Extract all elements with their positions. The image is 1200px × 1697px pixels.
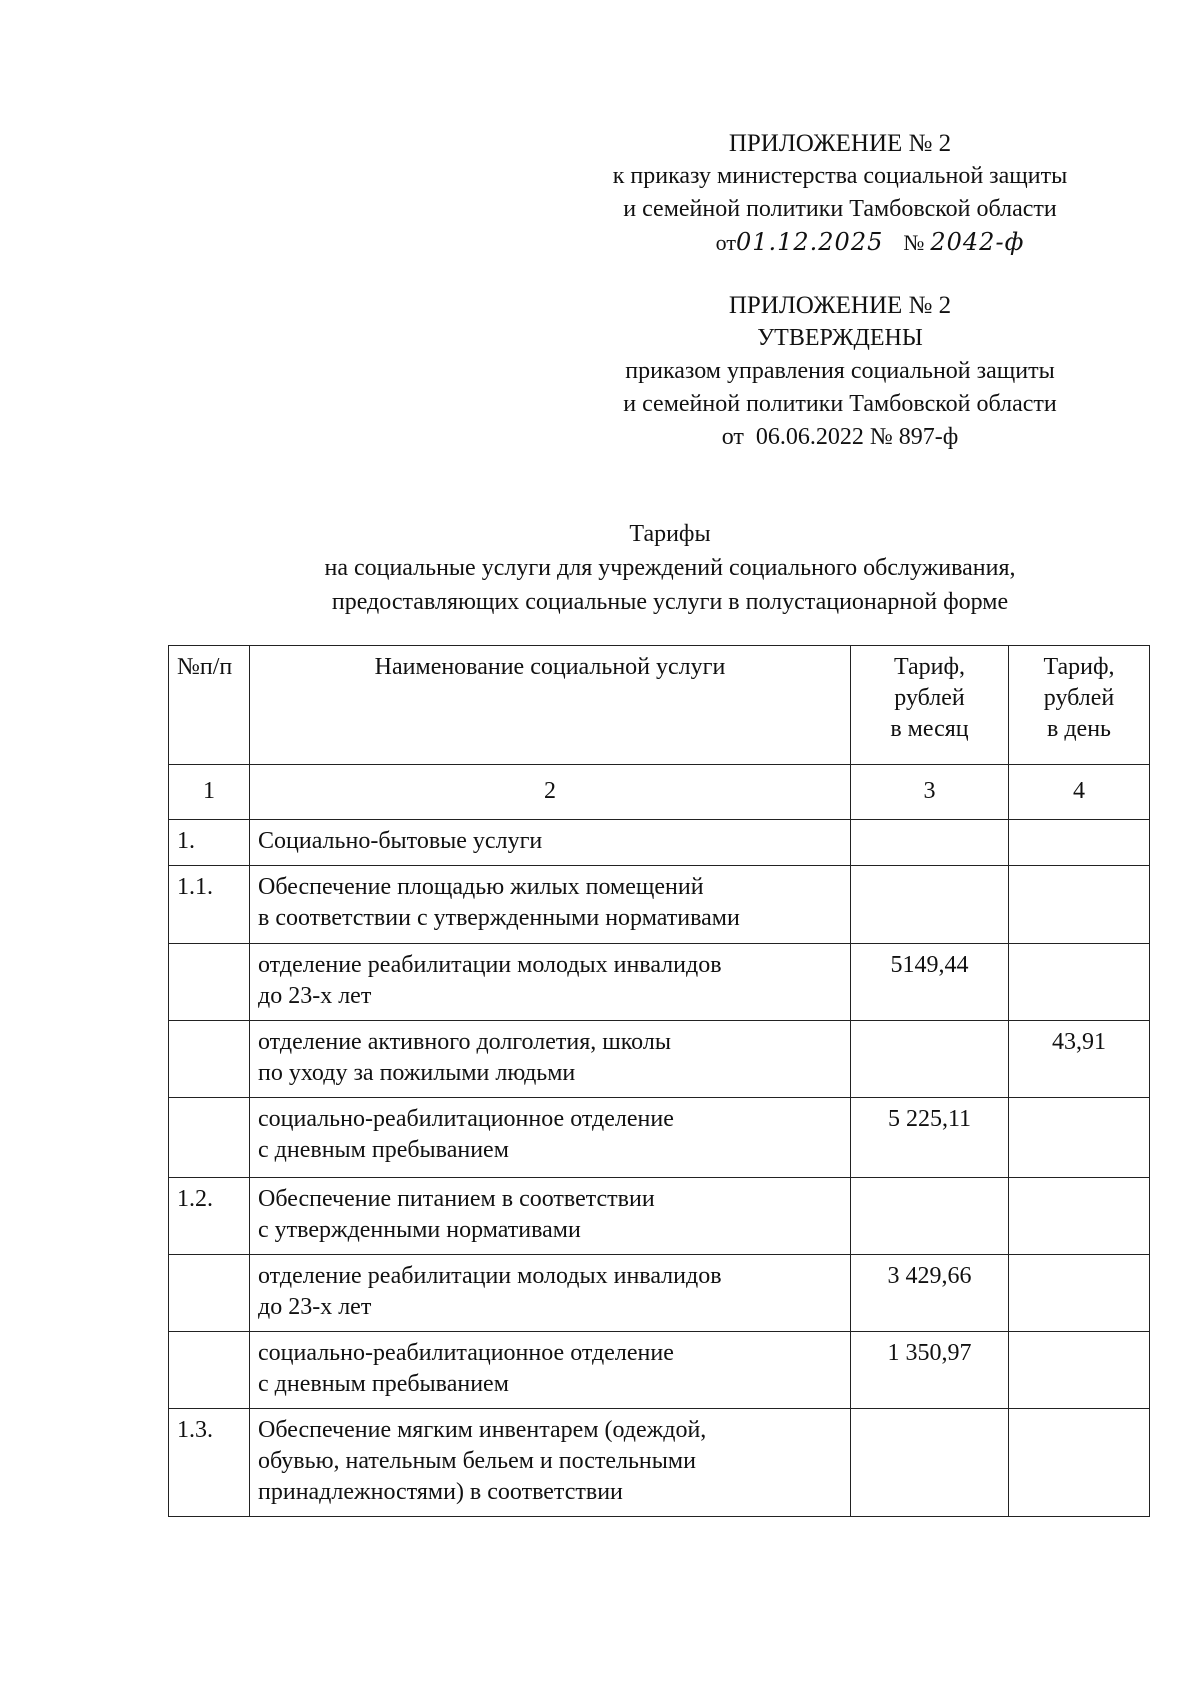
table-row (169, 866, 1150, 944)
tariff-day-value: 43,91 (1009, 1021, 1150, 1098)
tariff-month-value (851, 866, 1009, 944)
row-number (169, 1098, 250, 1178)
tariff-day-value (1009, 866, 1150, 944)
service-name: отделение реабилитации молодых инвалидов до 23-х лет (250, 944, 851, 1021)
tariff-month-value (851, 1178, 1009, 1255)
table-row (169, 1021, 1150, 1098)
row-number (169, 1021, 250, 1098)
column-number: 1 (169, 765, 250, 820)
tariff-month-value: 5149,44 (851, 944, 1009, 1021)
service-name: Обеспечение мягким инвентарем (одеждой, обувью, нательным бельем и постельными принадлежностями) в соответствии (250, 1409, 851, 1517)
table-row (169, 820, 1150, 866)
appendix-header-new (540, 127, 1140, 260)
tariff-month-value (851, 1409, 1009, 1517)
column-header-tariff-day: Тариф, рублей в день (1009, 646, 1150, 765)
tariff-day-value (1009, 1409, 1150, 1517)
table-row (169, 1255, 1150, 1332)
appendix-order-date: от 06.06.2022 № 897-ф (721, 424, 959, 450)
table-body (169, 820, 1150, 1517)
service-name: Обеспечение площадью жилых помещений в соответствии с утвержденными нормативами (250, 866, 851, 944)
appendix-order-line: и семейной политики Тамбовской области (623, 391, 1057, 417)
tariff-month-value: 1 350,97 (851, 1332, 1009, 1409)
column-header-service-name: Наименование социальной услуги (250, 646, 851, 765)
table-header-row (169, 646, 1150, 765)
tariff-day-value (1009, 944, 1150, 1021)
service-name: Социально-бытовые услуги (250, 820, 851, 866)
table-row (169, 1332, 1150, 1409)
approved-label: УТВЕРЖДЕНЫ (757, 325, 923, 351)
tariff-month-value (851, 820, 1009, 866)
tariff-month-value (851, 1021, 1009, 1098)
subtitle: предоставляющих социальные услуги в полустационарной форме (331, 589, 1009, 615)
service-name: отделение реабилитации молодых инвалидов до 23-х лет (250, 1255, 851, 1332)
document-title (220, 517, 1120, 619)
table-row (169, 1178, 1150, 1255)
appendix-date-line (540, 226, 1140, 260)
tariffs-table (168, 645, 1150, 1517)
table-row (169, 1409, 1150, 1517)
appendix-title: ПРИЛОЖЕНИЕ № 2 (728, 292, 952, 319)
tariff-day-value (1009, 1098, 1150, 1178)
title: Тарифы (629, 521, 711, 547)
column-number: 3 (851, 765, 1009, 820)
handwritten-date: 01.12.2025 (735, 228, 884, 256)
date-prefix: от (715, 230, 736, 255)
handwritten-number: 2042-ф (930, 228, 1025, 256)
table-row (169, 1098, 1150, 1178)
appendix-title: ПРИЛОЖЕНИЕ № 2 (728, 130, 952, 157)
row-number: 1.3. (169, 1409, 250, 1517)
row-number: 1.2. (169, 1178, 250, 1255)
row-number: 1.1. (169, 866, 250, 944)
column-header-number: №п/п (169, 646, 250, 765)
tariff-day-value (1009, 1255, 1150, 1332)
tariff-month-value: 5 225,11 (851, 1098, 1009, 1178)
service-name: отделение активного долголетия, школы по уходу за пожилыми людьми (250, 1021, 851, 1098)
row-number (169, 944, 250, 1021)
row-number: 1. (169, 820, 250, 866)
tariff-day-value (1009, 1332, 1150, 1409)
column-header-tariff-month: Тариф, рублей в месяц (851, 646, 1009, 765)
service-name: социально-реабилитационное отделение с дневным пребыванием (250, 1098, 851, 1178)
tariff-day-value (1009, 1178, 1150, 1255)
appendix-order-line: к приказу министерства социальной защиты (612, 163, 1068, 189)
column-numbers-row (169, 765, 1150, 820)
number-prefix: № (903, 230, 925, 255)
appendix-order-line: и семейной политики Тамбовской области (623, 196, 1057, 222)
row-number (169, 1255, 250, 1332)
service-name: Обеспечение питанием в соответствии с утвержденными нормативами (250, 1178, 851, 1255)
appendix-order-line: приказом управления социальной защиты (625, 358, 1055, 384)
subtitle: на социальные услуги для учреждений социального обслуживания, (324, 555, 1016, 581)
column-number: 2 (250, 765, 851, 820)
appendix-header-original (540, 289, 1140, 454)
column-number: 4 (1009, 765, 1150, 820)
tariff-month-value: 3 429,66 (851, 1255, 1009, 1332)
service-name: социально-реабилитационное отделение с дневным пребыванием (250, 1332, 851, 1409)
tariff-day-value (1009, 820, 1150, 866)
row-number (169, 1332, 250, 1409)
table-row (169, 944, 1150, 1021)
